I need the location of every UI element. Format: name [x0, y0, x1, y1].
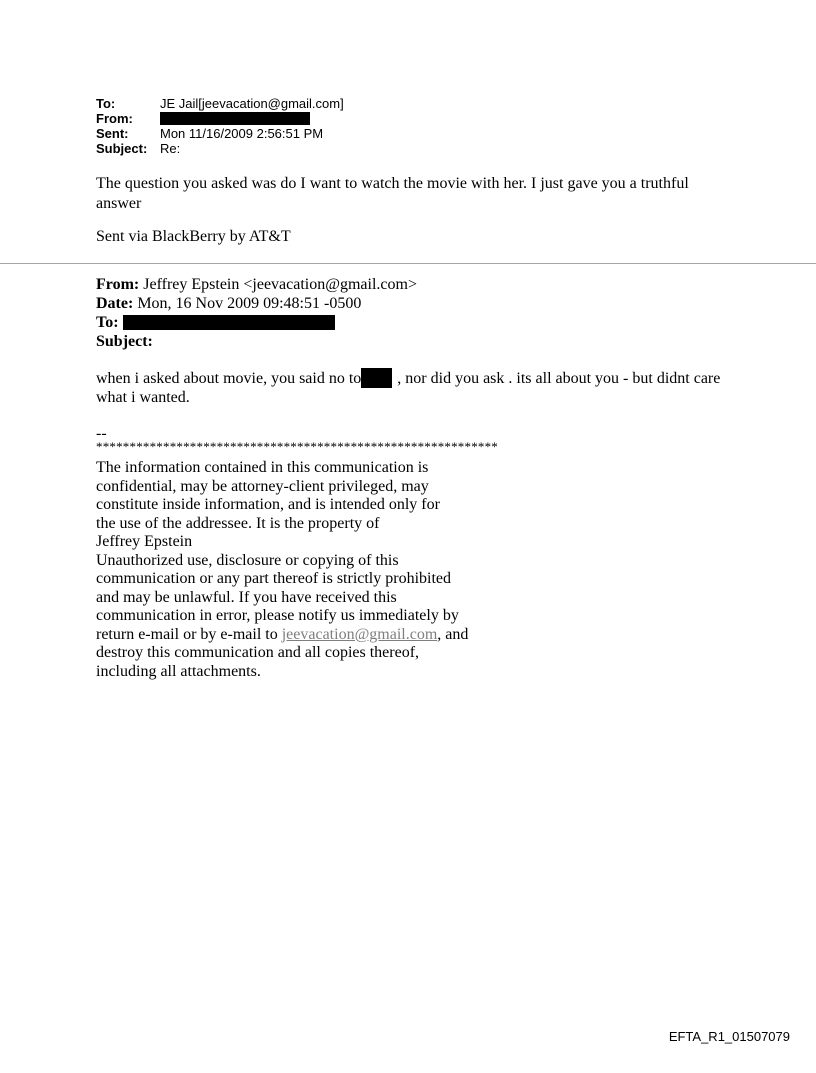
email-link[interactable]: jeevacation@gmail.com — [281, 625, 438, 643]
message-signature: Sent via BlackBerry by AT&T — [96, 228, 291, 245]
subject-value: Re: — [160, 141, 181, 156]
disclaimer-line: communication in error, please notify us immediately by — [96, 607, 459, 624]
from-label: From: — [96, 111, 133, 126]
disclaimer-line: communication or any part thereof is strictly prohibited — [96, 570, 452, 587]
star-divider: ************************************************************ — [96, 439, 498, 454]
disclaimer-line: the use of the addressee. It is the property of — [96, 514, 380, 532]
quoted-to-row — [96, 313, 417, 332]
signature-separator: -- — [96, 425, 107, 442]
quoted-from-value: Jeffrey Epstein <jeevacation@gmail.com> — [143, 276, 417, 293]
redaction-box — [160, 112, 310, 125]
quoted-body-part1: when i asked about movie, you said no to — [96, 370, 362, 387]
quoted-body-part2: , nor did you ask . its all about you - but didnt care what i wanted. — [96, 370, 721, 406]
disclaimer-link-suffix: , and — [437, 625, 469, 643]
redaction-box — [361, 368, 392, 388]
disclaimer-line: confidential, may be attorney-client privileged, may — [96, 477, 429, 495]
quoted-header — [96, 275, 417, 351]
email-header — [96, 96, 344, 156]
message-body — [96, 174, 716, 214]
disclaimer-line: destroy this communication and all copies thereof, — [96, 644, 420, 661]
quoted-date-value: Mon, 16 Nov 2009 09:48:51 -0500 — [137, 295, 362, 312]
sent-value: Mon 11/16/2009 2:56:51 PM — [160, 126, 324, 141]
confidentiality-disclaimer — [96, 459, 516, 681]
quoted-subject-row — [96, 332, 417, 351]
disclaimer-line: including all attachments. — [96, 662, 261, 680]
quoted-from-label: From: — [96, 276, 140, 293]
quoted-from-row — [96, 275, 417, 294]
redaction-box — [123, 315, 335, 330]
quoted-to-label: To: — [96, 314, 119, 331]
to-value: JE Jail[jeevacation@gmail.com] — [160, 96, 344, 111]
quoted-date-row — [96, 294, 417, 313]
disclaimer-line: The information contained in this communication is — [96, 459, 429, 476]
disclaimer-link-prefix: return e-mail or by e-mail to — [96, 625, 282, 643]
to-row — [96, 96, 344, 111]
document-id: EFTA_R1_01507079 — [668, 1029, 790, 1044]
subject-label: Subject: — [96, 141, 148, 156]
disclaimer-line: Unauthorized use, disclosure or copying of this — [96, 551, 399, 569]
to-label: To: — [96, 96, 116, 111]
disclaimer-link-line — [96, 626, 516, 645]
quoted-date-label: Date: — [96, 295, 134, 312]
message-body-text: The question you asked was do I want to watch the movie with her. I just gave you a truthful answer — [96, 175, 689, 212]
disclaimer-line: constitute inside information, and is intended only for — [96, 496, 440, 513]
sent-label: Sent: — [96, 126, 129, 141]
quoted-body-text — [96, 368, 736, 407]
sent-row — [96, 126, 344, 141]
disclaimer-line: Jeffrey Epstein — [96, 533, 193, 550]
quoted-body — [96, 368, 736, 407]
from-row — [96, 111, 344, 126]
message-divider — [0, 263, 816, 264]
quoted-subject-label: Subject: — [96, 333, 153, 350]
disclaimer-line: and may be unlawful. If you have received this — [96, 588, 397, 606]
subject-row — [96, 141, 344, 156]
